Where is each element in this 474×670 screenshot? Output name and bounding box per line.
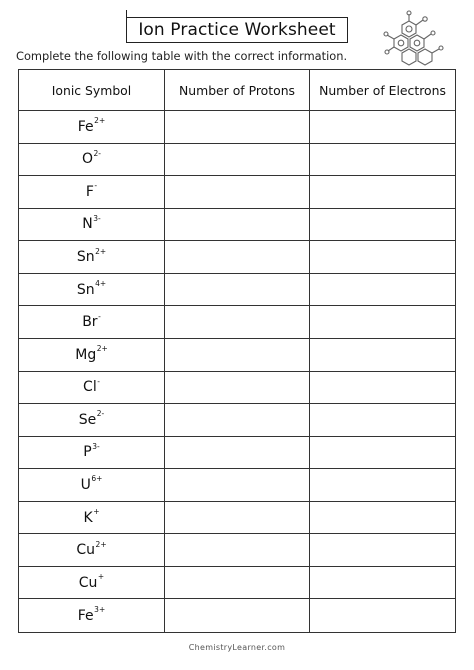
instructions-text: Complete the following table with the correct information. (16, 49, 348, 63)
header-ionic-symbol: Ionic Symbol (19, 70, 165, 110)
table-row (19, 111, 455, 144)
table-row (19, 144, 455, 177)
element-symbol: Br (82, 314, 98, 331)
protons-answer-cell[interactable] (165, 111, 310, 143)
electrons-answer-cell[interactable] (310, 274, 455, 306)
ion-charge: 3- (93, 213, 101, 223)
element-symbol: P (83, 444, 92, 461)
element-symbol: Se (78, 411, 97, 428)
electrons-answer-cell[interactable] (310, 469, 455, 501)
protons-answer-cell[interactable] (165, 534, 310, 566)
ion-charge: 2- (93, 148, 101, 158)
electrons-answer-cell[interactable] (310, 404, 455, 436)
table-row (19, 534, 455, 567)
table-row (19, 209, 455, 242)
ionic-symbol-cell (19, 404, 165, 436)
table-row (19, 469, 455, 502)
table-row (19, 274, 455, 307)
protons-answer-cell[interactable] (165, 469, 310, 501)
table-row (19, 502, 455, 535)
protons-answer-cell[interactable] (165, 339, 310, 371)
electrons-answer-cell[interactable] (310, 111, 455, 143)
ion-charge: 4+ (95, 279, 107, 289)
table-row (19, 599, 455, 632)
ionic-symbol-cell (19, 144, 165, 176)
ion-charge: 3- (92, 441, 100, 451)
electrons-answer-cell[interactable] (310, 372, 455, 404)
element-symbol: Fe (77, 607, 94, 624)
electrons-answer-cell[interactable] (310, 144, 455, 176)
table-row (19, 306, 455, 339)
element-symbol: Cl (83, 379, 97, 396)
ionic-symbol-cell (19, 339, 165, 371)
ionic-symbol-cell (19, 567, 165, 599)
header-protons: Number of Protons (165, 70, 310, 110)
protons-answer-cell[interactable] (165, 176, 310, 208)
element-symbol: Sn (76, 281, 95, 298)
ion-charge: - (94, 181, 98, 191)
element-symbol: Cu (78, 574, 98, 591)
table-row (19, 372, 455, 405)
ionic-symbol-cell (19, 209, 165, 241)
title-corner-mark (126, 10, 128, 18)
protons-answer-cell[interactable] (165, 437, 310, 469)
ionic-symbol-cell (19, 437, 165, 469)
ionic-symbol-cell (19, 469, 165, 501)
ion-charge: + (93, 507, 100, 517)
protons-answer-cell[interactable] (165, 209, 310, 241)
ionic-symbol-cell (19, 372, 165, 404)
table-row (19, 241, 455, 274)
protons-answer-cell[interactable] (165, 404, 310, 436)
protons-answer-cell[interactable] (165, 274, 310, 306)
ionic-symbol-cell (19, 176, 165, 208)
ion-table (18, 69, 456, 633)
protons-answer-cell[interactable] (165, 567, 310, 599)
ion-charge: - (97, 376, 100, 386)
header-electrons: Number of Electrons (319, 82, 446, 98)
protons-answer-cell[interactable] (165, 372, 310, 404)
element-symbol: Mg (75, 346, 97, 363)
element-symbol: Cu (76, 542, 96, 559)
ion-charge: 2+ (95, 539, 107, 549)
element-symbol: U (80, 476, 91, 493)
electrons-answer-cell[interactable] (310, 437, 455, 469)
element-symbol: Fe (77, 118, 94, 135)
electrons-answer-cell[interactable] (310, 567, 455, 599)
ion-charge: 2+ (96, 344, 108, 354)
ion-charge: + (97, 572, 105, 582)
table-row (19, 339, 455, 372)
table-header-row (19, 70, 455, 111)
ion-charge: 2+ (94, 116, 106, 126)
electrons-answer-cell[interactable] (310, 534, 455, 566)
protons-answer-cell[interactable] (165, 599, 310, 632)
ion-charge: 2- (96, 409, 105, 419)
ionic-symbol-cell (19, 599, 165, 632)
ionic-symbol-cell (19, 306, 165, 338)
electrons-answer-cell[interactable] (310, 339, 455, 371)
molecule-hexagon-icon (380, 10, 446, 68)
electrons-answer-cell[interactable] (310, 209, 455, 241)
ion-charge: - (98, 311, 101, 321)
ion-charge: 3+ (94, 605, 106, 615)
table-row (19, 437, 455, 470)
protons-answer-cell[interactable] (165, 241, 310, 273)
element-symbol: N (82, 216, 93, 233)
ionic-symbol-cell (19, 274, 165, 306)
ionic-symbol-cell (19, 241, 165, 273)
element-symbol: K (83, 509, 93, 526)
worksheet-title-text: Ion Practice Worksheet (138, 20, 336, 40)
element-symbol: O (81, 151, 94, 168)
protons-answer-cell[interactable] (165, 306, 310, 338)
element-symbol: Sn (76, 249, 95, 266)
worksheet-title (126, 17, 348, 43)
ionic-symbol-cell (19, 502, 165, 534)
protons-answer-cell[interactable] (165, 502, 310, 534)
electrons-answer-cell[interactable] (310, 306, 455, 338)
electrons-answer-cell[interactable] (310, 176, 455, 208)
electrons-answer-cell[interactable] (310, 241, 455, 273)
ionic-symbol-cell (19, 111, 165, 143)
element-symbol: F (85, 183, 94, 200)
table-row (19, 404, 455, 437)
table-row (19, 567, 455, 600)
footer-brand: ChemistryLearner.com (188, 643, 286, 652)
ion-charge: 6+ (91, 474, 103, 484)
ionic-symbol-cell (19, 534, 165, 566)
electrons-answer-cell[interactable] (310, 599, 455, 632)
ion-charge: 2+ (95, 246, 107, 256)
protons-answer-cell[interactable] (165, 144, 310, 176)
electrons-answer-cell[interactable] (310, 502, 455, 534)
table-row (19, 176, 455, 209)
